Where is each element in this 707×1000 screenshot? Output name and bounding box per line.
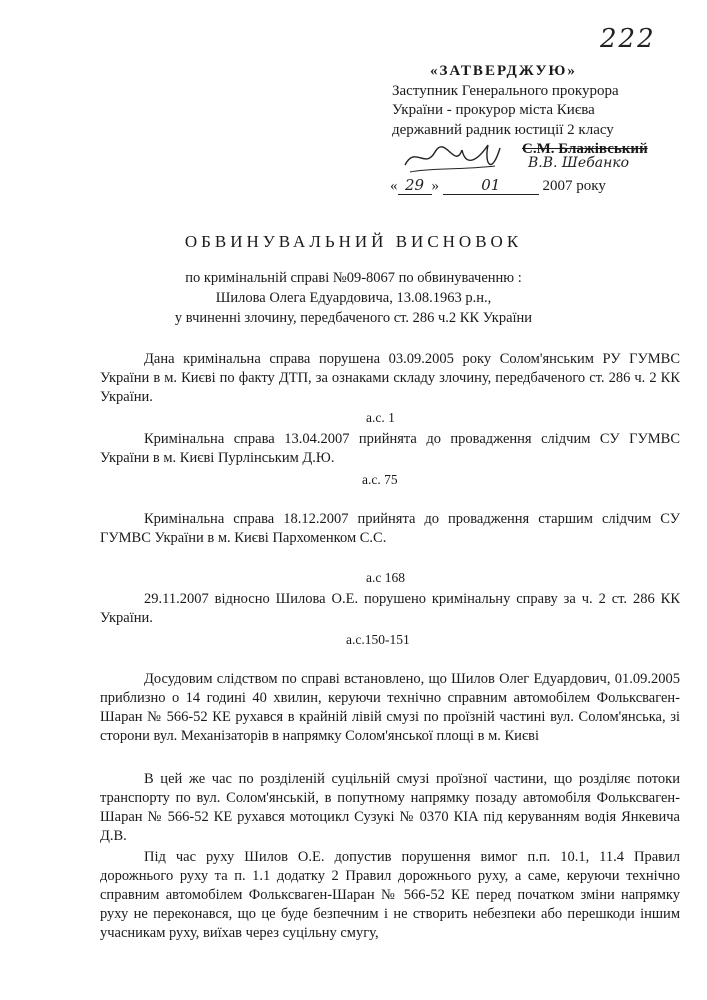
approval-line-1: Заступник Генерального прокурора [392, 82, 619, 99]
document-title: ОБВИНУВАЛЬНИЙ ВИСНОВОК [184, 232, 523, 251]
case-ref-4: а.с.150-151 [346, 632, 410, 647]
paragraph-2: Кримінальна справа 13.04.2007 прийнята до провадження слідчим СУ ГУМВС України в м. Києві Пурлінським Д.Ю. [100, 431, 680, 466]
date-month: 01 [443, 176, 539, 195]
signature [400, 140, 520, 180]
approval-date: « 29 » 01 2007 року [390, 176, 606, 194]
paragraph-5: Досудовим слідством по справі встановлено, що Шилов Олег Едуардович, 01.09.2005 приблизно о 14 годині 40 хвилин, керуючи технічно справним автомобілем Фольксваген-Шаран № 566-52 КЕ рухався в крайній лівій смузі по проїзній частині вул. Солом'янська, зі сторони вул. Механізаторів в напрямку Солом'янської площі в м. Києві [100, 671, 680, 744]
paragraph-7: Під час руху Шилов О.Е. допустив порушення вимог п.п. 10.1, 11.4 Правил дорожнього руху та п. 1.1 додатку 2 Правил дорожнього руху, а саме, керуючи технічно справним автомобілем Фольксваген-Шаран № 566-52 КЕ перед початком зміни напрямку руху не переконався, що це буде безпечним і не створить небезпеки або перешкоди іншим учасникам руху, виїхав через суцільну смугу, [100, 849, 680, 941]
paragraph-4: 29.11.2007 відносно Шилова О.Е. порушено кримінальну справу за ч. 2 ст. 286 КК України. [100, 591, 680, 626]
case-ref-1: а.с. 1 [366, 410, 395, 425]
date-day: 29 [398, 176, 432, 195]
subtitle-line-2: Шилова Олега Едуардовича, 13.08.1963 р.н., [215, 290, 492, 306]
subtitle-line-1: по кримінальній справі №09-8067 по обвинуваченню : [185, 270, 522, 286]
case-ref-2: а.с. 75 [362, 472, 398, 487]
page-number: 222 [600, 24, 656, 54]
approval-line-3: державний радник юстиції 2 класу [392, 121, 614, 138]
paragraph-6: В цей же час по розділеній суцільній смузі проїзної частини, що розділяє потоки транспорту по вул. Солом'янській, в попутному напрямку позаду автомобіля Фольксваген-Шаран № 566-52 КЕ рухався мотоцикл Сузукі № 0370 КІА під керуванням водія Янкевича Д.В. [100, 771, 680, 844]
paragraph-3: Кримінальна справа 18.12.2007 прийнята до провадження старшим слідчим СУ ГУМВС України в м. Києві Пархоменком С.С. [100, 511, 680, 546]
paragraph-1: Дана кримінальна справа порушена 03.09.2005 року Солом'янським РУ ГУМВС України в м. Києві по факту ДТП, за ознаками складу злочину, передбаченого ст. 286 ч. 2 КК України. [100, 351, 680, 405]
approval-line-2: України - прокурор міста Києва [392, 102, 595, 118]
date-year: 2007 року [542, 178, 606, 194]
subtitle-line-3: у вчиненні злочину, передбаченого ст. 286 ч.2 КК України [174, 310, 533, 326]
case-ref-3: а.с 168 [366, 570, 405, 585]
handwritten-name: В.В. Шебанко [528, 155, 630, 171]
approval-heading: «ЗАТВЕРДЖУЮ» [430, 63, 577, 79]
struck-name: С.М. Блажівський [522, 141, 648, 157]
